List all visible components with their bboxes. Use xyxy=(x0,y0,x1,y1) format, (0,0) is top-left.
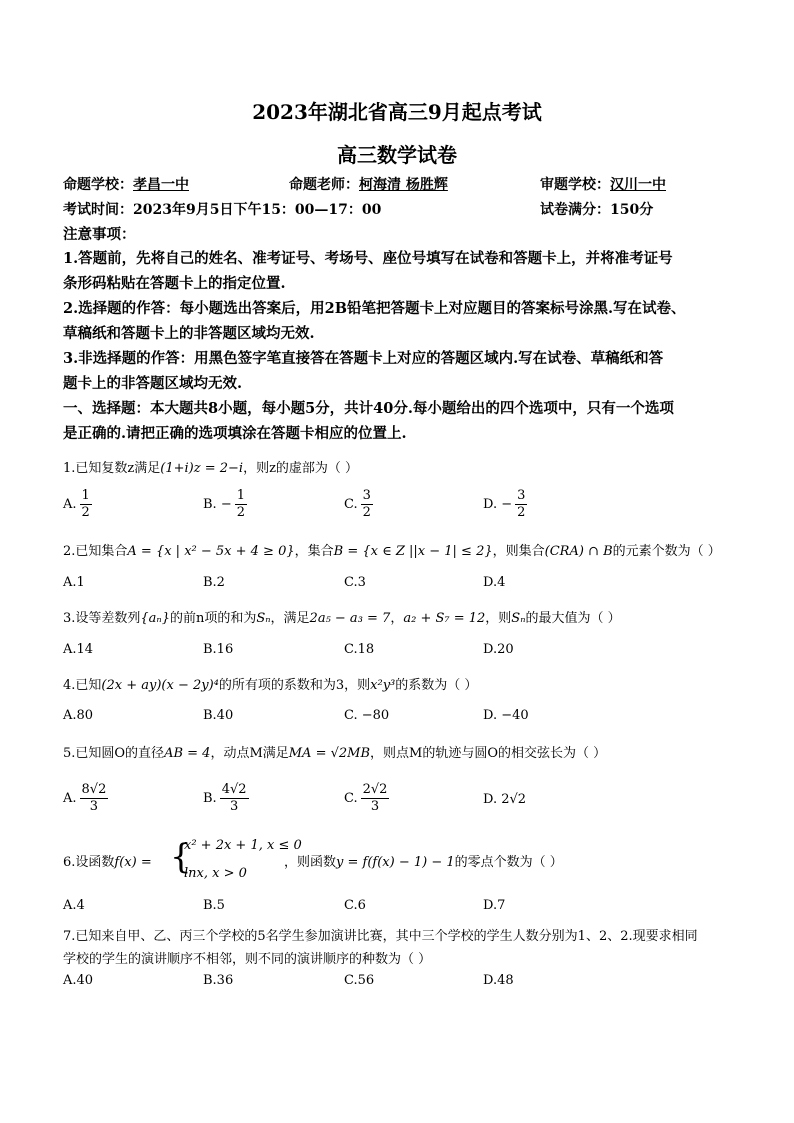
review-school: 汉川一中 xyxy=(610,177,666,193)
question-7-line-1: 7.已知来自甲、乙、丙三个学校的5名学生参加演讲比赛，其中三个学校的学生人数分别为1、2、2.现要求相同 xyxy=(63,929,698,944)
q1-option-b: B. − $\frac{1}{2}$ xyxy=(203,488,245,520)
q2-option-c: C.3 xyxy=(344,575,366,590)
q2-option-d: D.4 xyxy=(483,575,506,590)
question-1: 1.已知复数z满足(1+i)z = 2−i，则z的虚部为（ ） xyxy=(63,461,359,476)
exam-title: 2023年湖北省高三9月起点考试 xyxy=(252,100,542,124)
q7-option-c: C.56 xyxy=(344,973,375,988)
q1-option-d: D. − $\frac{3}{2}$ xyxy=(483,488,526,520)
exam-time: 考试时间：2023年9月5日下午15：00—17：00 xyxy=(63,202,382,218)
piecewise-brace: { xyxy=(170,837,192,877)
q3-option-c: C.18 xyxy=(344,642,375,657)
q5-option-c: C. $\frac{2√2}{3}$ xyxy=(344,782,388,814)
q6-option-b: B.5 xyxy=(203,898,225,913)
exam-subtitle: 高三数学试卷 xyxy=(337,143,457,167)
question-2: 2.已知集合A = {x | x² − 5x + 4 ≥ 0}，集合B = {x ∈ Z ||x − 1| ≤ 2}，则集合(CRA) ∩ B的元素个数为（ ） xyxy=(63,544,721,559)
q1-option-c: C. $\frac{3}{2}$ xyxy=(344,488,371,520)
section-1-line-2: 是正确的.请把正确的选项填涂在答题卡相应的位置上. xyxy=(63,425,407,442)
q2-option-b: B.2 xyxy=(203,575,225,590)
note-1-line-2: 条形码粘贴在答题卡上的指定位置. xyxy=(63,275,286,292)
q4-option-d: D. −40 xyxy=(483,708,529,723)
q4-option-c: C. −80 xyxy=(344,708,390,723)
q7-option-b: B.36 xyxy=(203,973,234,988)
question-6-intro: 6.设函数f(x) = xyxy=(63,855,152,870)
q3-option-a: A.14 xyxy=(63,642,94,657)
q6-option-c: C.6 xyxy=(344,898,366,913)
question-7-line-2: 学校的学生的演讲顺序不相邻，则不同的演讲顺序的种数为（ ） xyxy=(63,952,432,967)
school-name: 孝昌一中 xyxy=(133,177,189,193)
teacher-info: 命题老师：柯海清 杨胜辉 xyxy=(289,177,448,193)
q7-option-d: D.48 xyxy=(483,973,514,988)
q3-option-d: D.20 xyxy=(483,642,514,657)
notes-heading: 注意事项： xyxy=(63,226,136,243)
q6-case-2: lnx, x > 0 xyxy=(184,866,247,881)
q4-option-b: B.40 xyxy=(203,708,234,723)
question-4: 4.已知(2x + ay)(x − 2y)⁴的所有项的系数和为3，则x²y³的系数为（ ） xyxy=(63,678,478,693)
question-6-rest: ，则函数y = f(f(x) − 1) − 1的零点个数为（ ） xyxy=(284,855,563,870)
q2-option-a: A.1 xyxy=(63,575,85,590)
teacher-names: 柯海清 杨胜辉 xyxy=(359,177,448,193)
note-2-line-1: 2.选择题的作答：每小题选出答案后，用2B铅笔把答题卡上对应题目的答案标号涂黑.写在试卷、 xyxy=(63,300,686,317)
note-1-line-1: 1.答题前，先将自己的姓名、准考证号、考场号、座位号填写在试卷和答题卡上，并将准考证号 xyxy=(63,250,673,267)
q6-case-1: x² + 2x + 1, x ≤ 0 xyxy=(184,838,302,853)
question-5: 5.已知圆O的直径AB = 4，动点M满足MA = √2MB，则点M的轨迹与圆O的相交弦长为（ ） xyxy=(63,746,607,761)
q1-option-a: A. $\frac{1}{2}$ xyxy=(63,488,90,520)
q6-option-d: D.7 xyxy=(483,898,506,913)
question-3: 3.设等差数列{aₙ}的前n项的和为Sₙ，满足2a₅ − a₃ = 7，a₂ + S₇ = 12，则Sₙ的最大值为（ ） xyxy=(63,611,621,626)
q5-option-d: D. 2√2 xyxy=(483,792,527,807)
note-3-line-1: 3.非选择题的作答：用黑色签字笔直接答在答题卡上对应的答题区域内.写在试卷、草稿纸和答 xyxy=(63,350,664,367)
review-info: 审题学校：汉川一中 xyxy=(540,177,666,193)
q5-option-b: B. $\frac{4√2}{3}$ xyxy=(203,782,247,814)
note-2-line-2: 草稿纸和答题卡上的非答题区域均无效. xyxy=(63,325,315,342)
q5-option-a: A. $\frac{8√2}{3}$ xyxy=(63,782,107,814)
section-1-line-1: 一、选择题：本大题共8小题，每小题5分，共计40分.每小题给出的四个选项中，只有一个选项 xyxy=(63,400,674,417)
school-info: 命题学校：孝昌一中 xyxy=(63,177,189,193)
q4-option-a: A.80 xyxy=(63,708,94,723)
exam-total-score: 试卷满分：150分 xyxy=(540,202,654,218)
q7-option-a: A.40 xyxy=(63,973,94,988)
q6-option-a: A.4 xyxy=(63,898,85,913)
note-3-line-2: 题卡上的非答题区域均无效. xyxy=(63,375,243,392)
q3-option-b: B.16 xyxy=(203,642,234,657)
